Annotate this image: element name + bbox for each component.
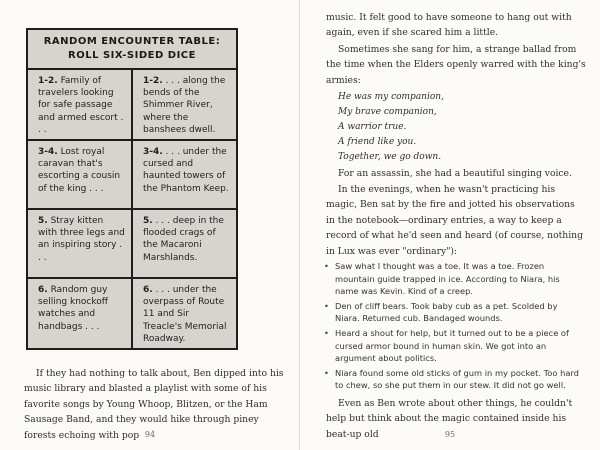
note-text: Den of cliff bears. Took baby cub as a pet. Scolded by Niara. Returned cub. Bandaged wounds. (335, 300, 558, 324)
roll-number: 5. (38, 216, 48, 226)
cell-text: Stray kitten with three legs and an inspiring story . . . (38, 216, 125, 263)
page-number-left: 94 (144, 430, 156, 439)
right-paragraph-2: Sometimes she sang for him, a strange ballad from the time when the Elders openly warred with the king's armies: (326, 44, 586, 86)
note-text: Saw what I thought was a toe. It was a toe. Frozen mountain guide trapped in ice. According to Niara, his name was Kevin. Kind of a creep. (335, 261, 560, 297)
note-text: Niara found some old sticks of gum in my pocket. Too hard to chew, so she put them in our stew. It did not go well. (335, 367, 579, 391)
table-row (28, 141, 236, 210)
roll-number: 1-2. (38, 76, 58, 86)
cell-text: Random guy selling knockoff watches and handbags . . . (38, 284, 108, 332)
table-title-line-1: RANDOM ENCOUNTER TABLE: (43, 36, 221, 47)
random-encounter-table (26, 28, 238, 350)
bullet-icon: • (324, 327, 329, 338)
roll-number: 6. (38, 284, 48, 295)
cell-text: . . . deep in the flooded crags of the Macaroni Marshlands. (143, 216, 224, 263)
cell-text: . . . under the overpass of Route 11 and Sir Treacle's Memorial Roadway. (143, 284, 227, 344)
cell-text: Family of travelers looking for safe passage and armed escort . . . (38, 76, 124, 135)
roll-number: 5. (143, 216, 153, 226)
roll-number: 6. (143, 284, 153, 295)
table-cell-who (28, 279, 133, 348)
list-item (324, 300, 584, 325)
left-paragraph: If they had nothing to talk about, Ben dipped into his music library and blasted a playlist with some of his favorite songs by Young Whoop, Blitzen, or the Ham Sausage Band, and they would hike through piney forests echoing with pop (24, 368, 284, 441)
bullet-icon: • (324, 300, 329, 311)
table-row (28, 70, 236, 141)
roll-number: 1-2. (143, 76, 163, 86)
bullet-icon: • (324, 367, 329, 378)
list-item (324, 367, 584, 392)
table-cell-who (28, 210, 133, 277)
verse-line: Together, we go down. (338, 152, 442, 162)
right-paragraph-5: Even as Ben wrote about other things, he couldn't help but think about the magic contained inside his beat-up old (326, 398, 573, 440)
table-cell-where (133, 210, 236, 277)
cell-text: Lost royal caravan that's escorting a cousin of the king . . . (38, 147, 121, 194)
table-body (28, 70, 236, 348)
table-cell-who (28, 141, 133, 208)
list-item (324, 327, 584, 365)
right-page (300, 0, 600, 450)
page-number-right: 95 (444, 430, 456, 439)
table-row (28, 279, 236, 348)
note-text: Heard a shout for help, but it turned out to be a piece of cursed armor bound in human skin. We got into an argument about politics. (335, 327, 569, 364)
ballad-verse (338, 90, 578, 165)
table-cell-where (133, 279, 236, 348)
notebook-entries (324, 260, 584, 394)
table-title (28, 30, 236, 70)
right-paragraph-3: For an assassin, she had a beautiful singing voice. (338, 168, 572, 179)
right-paragraph-4: In the evenings, when he wasn't practicing his magic, Ben sat by the fire and jotted his observations in the notebook—ordinary entries, a way to keep a record of what he'd seen and heard (of course, nothing in Lux was ever "ordinary"): (326, 184, 583, 257)
table-cell-where (133, 70, 236, 139)
list-item (324, 260, 584, 298)
table-cell-where (133, 141, 236, 208)
bullet-icon: • (324, 261, 329, 271)
verse-line: A warrior true. (338, 122, 407, 132)
verse-line: He was my companion, (338, 92, 444, 102)
roll-number: 3-4. (143, 147, 163, 158)
verse-line: My brave companion, (338, 107, 437, 117)
verse-line: A friend like you. (338, 137, 417, 147)
roll-number: 3-4. (38, 147, 58, 158)
table-cell-who (28, 70, 133, 139)
cell-text: . . . along the bends of the Shimmer River, where the banshees dwell. (143, 76, 226, 135)
right-paragraph-1: music. It felt good to have someone to hang out with again, even if she scared him a little. (326, 12, 572, 39)
table-row (28, 210, 236, 279)
table-title-line-2: ROLL SIX-SIDED DICE (68, 50, 196, 61)
cell-text: . . . under the cursed and haunted towers of the Phantom Keep. (143, 147, 229, 194)
